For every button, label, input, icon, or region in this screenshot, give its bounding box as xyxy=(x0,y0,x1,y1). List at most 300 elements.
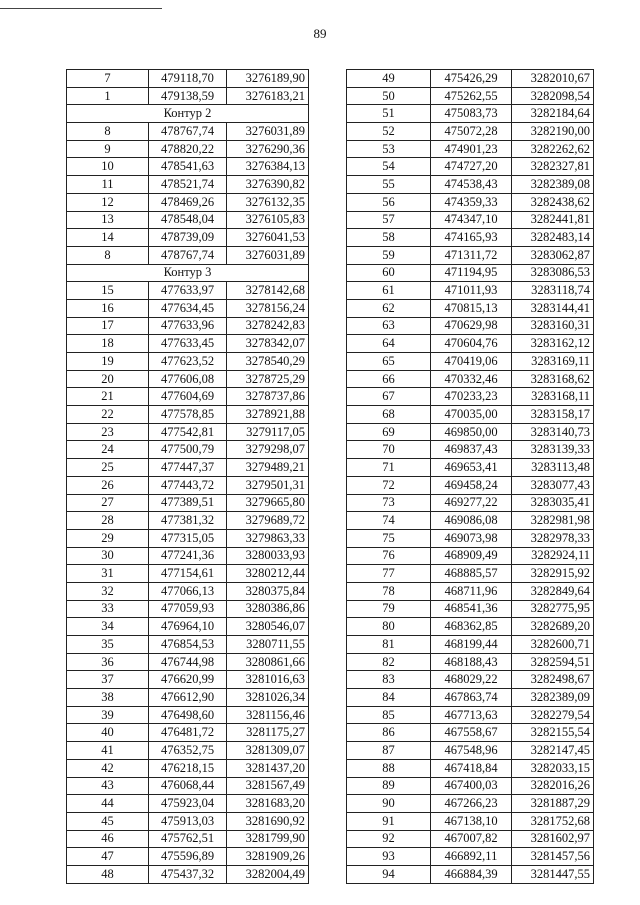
point-number: 72 xyxy=(347,476,431,494)
x-coordinate: 466892,11 xyxy=(431,848,512,866)
table-row xyxy=(347,512,594,530)
point-number: 66 xyxy=(347,370,431,388)
point-number: 26 xyxy=(67,476,149,494)
contour-header-row xyxy=(67,264,309,282)
point-number: 71 xyxy=(347,459,431,477)
table-row xyxy=(67,388,309,406)
table-row xyxy=(347,529,594,547)
table-row xyxy=(67,229,309,247)
table-row xyxy=(67,529,309,547)
y-coordinate: 3282924,11 xyxy=(512,547,594,565)
x-coordinate: 474165,93 xyxy=(431,229,512,247)
point-number: 16 xyxy=(67,299,149,317)
table-row xyxy=(67,406,309,424)
y-coordinate: 3282438,62 xyxy=(512,193,594,211)
table-row xyxy=(67,370,309,388)
x-coordinate: 476854,53 xyxy=(149,636,227,654)
x-coordinate: 468885,57 xyxy=(431,565,512,583)
point-number: 70 xyxy=(347,441,431,459)
y-coordinate: 3283140,73 xyxy=(512,423,594,441)
point-number: 61 xyxy=(347,282,431,300)
x-coordinate: 476744,98 xyxy=(149,653,227,671)
y-coordinate: 3282155,54 xyxy=(512,724,594,742)
table-row xyxy=(347,317,594,335)
point-number: 77 xyxy=(347,565,431,583)
x-coordinate: 479118,70 xyxy=(149,70,227,88)
x-coordinate: 474901,23 xyxy=(431,140,512,158)
point-number: 49 xyxy=(347,70,431,88)
contour-header-row xyxy=(67,105,309,123)
y-coordinate: 3283169,11 xyxy=(512,353,594,371)
point-number: 82 xyxy=(347,653,431,671)
x-coordinate: 469458,24 xyxy=(431,476,512,494)
x-coordinate: 477500,79 xyxy=(149,441,227,459)
x-coordinate: 475762,51 xyxy=(149,830,227,848)
point-number: 31 xyxy=(67,565,149,583)
y-coordinate: 3282327,81 xyxy=(512,158,594,176)
x-coordinate: 471194,95 xyxy=(431,264,512,282)
x-coordinate: 478541,63 xyxy=(149,158,227,176)
y-coordinate: 3282483,14 xyxy=(512,229,594,247)
x-coordinate: 478767,74 xyxy=(149,246,227,264)
x-coordinate: 479138,59 xyxy=(149,87,227,105)
point-number: 36 xyxy=(67,653,149,671)
x-coordinate: 477443,72 xyxy=(149,476,227,494)
table-row xyxy=(67,512,309,530)
point-number: 87 xyxy=(347,742,431,760)
table-row xyxy=(67,70,309,88)
x-coordinate: 478469,26 xyxy=(149,193,227,211)
point-number: 44 xyxy=(67,795,149,813)
y-coordinate: 3283113,48 xyxy=(512,459,594,477)
y-coordinate: 3281437,20 xyxy=(227,759,309,777)
table-row xyxy=(347,600,594,618)
x-coordinate: 478548,04 xyxy=(149,211,227,229)
x-coordinate: 477542,81 xyxy=(149,423,227,441)
table-row xyxy=(67,246,309,264)
x-coordinate: 476218,15 xyxy=(149,759,227,777)
y-coordinate: 3282016,26 xyxy=(512,777,594,795)
table-row xyxy=(67,547,309,565)
point-number: 37 xyxy=(67,671,149,689)
table-row xyxy=(67,795,309,813)
table-row xyxy=(347,689,594,707)
y-coordinate: 3276132,35 xyxy=(227,193,309,211)
x-coordinate: 477633,96 xyxy=(149,317,227,335)
x-coordinate: 477066,13 xyxy=(149,582,227,600)
y-coordinate: 3283160,31 xyxy=(512,317,594,335)
point-number: 28 xyxy=(67,512,149,530)
table-row xyxy=(67,176,309,194)
y-coordinate: 3282184,64 xyxy=(512,105,594,123)
y-coordinate: 3283144,41 xyxy=(512,299,594,317)
x-coordinate: 467138,10 xyxy=(431,812,512,830)
table-row xyxy=(67,848,309,866)
table-row xyxy=(347,865,594,883)
point-number: 10 xyxy=(67,158,149,176)
x-coordinate: 477606,08 xyxy=(149,370,227,388)
point-number: 88 xyxy=(347,759,431,777)
x-coordinate: 470815,13 xyxy=(431,299,512,317)
table-row xyxy=(67,140,309,158)
table-row xyxy=(67,618,309,636)
x-coordinate: 478820,22 xyxy=(149,140,227,158)
y-coordinate: 3276290,36 xyxy=(227,140,309,158)
x-coordinate: 471011,93 xyxy=(431,282,512,300)
table-row xyxy=(347,759,594,777)
x-coordinate: 476498,60 xyxy=(149,706,227,724)
y-coordinate: 3280033,93 xyxy=(227,547,309,565)
x-coordinate: 475426,29 xyxy=(431,70,512,88)
table-row xyxy=(347,724,594,742)
point-number: 50 xyxy=(347,87,431,105)
point-number: 76 xyxy=(347,547,431,565)
point-number: 11 xyxy=(67,176,149,194)
y-coordinate: 3278156,24 xyxy=(227,299,309,317)
point-number: 12 xyxy=(67,193,149,211)
x-coordinate: 468711,96 xyxy=(431,582,512,600)
y-coordinate: 3278142,68 xyxy=(227,282,309,300)
x-coordinate: 476612,90 xyxy=(149,689,227,707)
point-number: 40 xyxy=(67,724,149,742)
y-coordinate: 3283162,12 xyxy=(512,335,594,353)
point-number: 43 xyxy=(67,777,149,795)
point-number: 79 xyxy=(347,600,431,618)
y-coordinate: 3276031,89 xyxy=(227,246,309,264)
table-row xyxy=(347,582,594,600)
y-coordinate: 3281175,27 xyxy=(227,724,309,742)
x-coordinate: 477633,45 xyxy=(149,335,227,353)
point-number: 86 xyxy=(347,724,431,742)
table-row xyxy=(347,618,594,636)
x-coordinate: 466884,39 xyxy=(431,865,512,883)
y-coordinate: 3276189,90 xyxy=(227,70,309,88)
point-number: 27 xyxy=(67,494,149,512)
point-number: 42 xyxy=(67,759,149,777)
table-row xyxy=(347,459,594,477)
table-row xyxy=(67,759,309,777)
y-coordinate: 3282010,67 xyxy=(512,70,594,88)
x-coordinate: 470233,23 xyxy=(431,388,512,406)
point-number: 46 xyxy=(67,830,149,848)
x-coordinate: 477578,85 xyxy=(149,406,227,424)
table-row xyxy=(347,777,594,795)
x-coordinate: 467266,23 xyxy=(431,795,512,813)
point-number: 20 xyxy=(67,370,149,388)
table-row xyxy=(67,777,309,795)
point-number: 84 xyxy=(347,689,431,707)
point-number: 63 xyxy=(347,317,431,335)
x-coordinate: 467713,63 xyxy=(431,706,512,724)
table-row xyxy=(67,689,309,707)
x-coordinate: 471311,72 xyxy=(431,246,512,264)
point-number: 29 xyxy=(67,529,149,547)
x-coordinate: 469850,00 xyxy=(431,423,512,441)
point-number: 53 xyxy=(347,140,431,158)
point-number: 67 xyxy=(347,388,431,406)
y-coordinate: 3282004,49 xyxy=(227,865,309,883)
point-number: 62 xyxy=(347,299,431,317)
table-row xyxy=(67,441,309,459)
y-coordinate: 3282498,67 xyxy=(512,671,594,689)
table-row xyxy=(67,335,309,353)
table-row xyxy=(67,476,309,494)
table-row xyxy=(347,246,594,264)
x-coordinate: 475072,28 xyxy=(431,123,512,141)
y-coordinate: 3282147,45 xyxy=(512,742,594,760)
x-coordinate: 476068,44 xyxy=(149,777,227,795)
point-number: 74 xyxy=(347,512,431,530)
table-row xyxy=(67,87,309,105)
y-coordinate: 3282262,62 xyxy=(512,140,594,158)
x-coordinate: 467007,82 xyxy=(431,830,512,848)
table-row xyxy=(67,158,309,176)
y-coordinate: 3283035,41 xyxy=(512,494,594,512)
y-coordinate: 3276031,89 xyxy=(227,123,309,141)
point-number: 68 xyxy=(347,406,431,424)
contour-label: Контур 2 xyxy=(67,105,309,123)
x-coordinate: 467558,67 xyxy=(431,724,512,742)
y-coordinate: 3281602,97 xyxy=(512,830,594,848)
table-row xyxy=(347,848,594,866)
table-row xyxy=(67,671,309,689)
table-row xyxy=(347,87,594,105)
table-row xyxy=(67,724,309,742)
point-number: 22 xyxy=(67,406,149,424)
point-number: 73 xyxy=(347,494,431,512)
table-row xyxy=(347,388,594,406)
point-number: 81 xyxy=(347,636,431,654)
point-number: 33 xyxy=(67,600,149,618)
point-number: 17 xyxy=(67,317,149,335)
point-number: 25 xyxy=(67,459,149,477)
y-coordinate: 3282915,92 xyxy=(512,565,594,583)
table-row xyxy=(347,70,594,88)
table-row xyxy=(347,706,594,724)
point-number: 80 xyxy=(347,618,431,636)
table-row xyxy=(347,140,594,158)
point-number: 48 xyxy=(67,865,149,883)
point-number: 69 xyxy=(347,423,431,441)
coordinates-table-right xyxy=(346,69,594,884)
y-coordinate: 3283086,53 xyxy=(512,264,594,282)
table-row xyxy=(347,423,594,441)
table-row xyxy=(347,105,594,123)
y-coordinate: 3283168,11 xyxy=(512,388,594,406)
point-number: 8 xyxy=(67,123,149,141)
x-coordinate: 478521,74 xyxy=(149,176,227,194)
y-coordinate: 3280375,84 xyxy=(227,582,309,600)
x-coordinate: 468541,36 xyxy=(431,600,512,618)
point-number: 55 xyxy=(347,176,431,194)
y-coordinate: 3282033,15 xyxy=(512,759,594,777)
y-coordinate: 3281799,90 xyxy=(227,830,309,848)
table-row xyxy=(67,865,309,883)
point-number: 51 xyxy=(347,105,431,123)
y-coordinate: 3282849,64 xyxy=(512,582,594,600)
y-coordinate: 3276384,13 xyxy=(227,158,309,176)
y-coordinate: 3280546,07 xyxy=(227,618,309,636)
table-row xyxy=(67,494,309,512)
point-number: 60 xyxy=(347,264,431,282)
y-coordinate: 3282279,54 xyxy=(512,706,594,724)
point-number: 21 xyxy=(67,388,149,406)
point-number: 85 xyxy=(347,706,431,724)
y-coordinate: 3279863,33 xyxy=(227,529,309,547)
table-row xyxy=(67,123,309,141)
table-row xyxy=(67,582,309,600)
y-coordinate: 3279489,21 xyxy=(227,459,309,477)
y-coordinate: 3281567,49 xyxy=(227,777,309,795)
y-coordinate: 3283118,74 xyxy=(512,282,594,300)
table-row xyxy=(347,476,594,494)
point-number: 30 xyxy=(67,547,149,565)
y-coordinate: 3278737,86 xyxy=(227,388,309,406)
y-coordinate: 3281309,07 xyxy=(227,742,309,760)
table-row xyxy=(347,264,594,282)
y-coordinate: 3282775,95 xyxy=(512,600,594,618)
point-number: 45 xyxy=(67,812,149,830)
point-number: 89 xyxy=(347,777,431,795)
table-row xyxy=(347,370,594,388)
y-coordinate: 3281683,20 xyxy=(227,795,309,813)
point-number: 83 xyxy=(347,671,431,689)
top-rule xyxy=(0,8,162,9)
point-number: 7 xyxy=(67,70,149,88)
x-coordinate: 469277,22 xyxy=(431,494,512,512)
point-number: 90 xyxy=(347,795,431,813)
y-coordinate: 3278342,07 xyxy=(227,335,309,353)
table-row xyxy=(67,299,309,317)
x-coordinate: 477389,51 xyxy=(149,494,227,512)
table-row xyxy=(347,494,594,512)
point-number: 1 xyxy=(67,87,149,105)
point-number: 13 xyxy=(67,211,149,229)
y-coordinate: 3276105,83 xyxy=(227,211,309,229)
x-coordinate: 468362,85 xyxy=(431,618,512,636)
point-number: 41 xyxy=(67,742,149,760)
y-coordinate: 3279117,05 xyxy=(227,423,309,441)
x-coordinate: 475083,73 xyxy=(431,105,512,123)
y-coordinate: 3276390,82 xyxy=(227,176,309,194)
x-coordinate: 470332,46 xyxy=(431,370,512,388)
y-coordinate: 3281887,29 xyxy=(512,795,594,813)
table-row xyxy=(67,830,309,848)
point-number: 23 xyxy=(67,423,149,441)
y-coordinate: 3282098,54 xyxy=(512,87,594,105)
point-number: 35 xyxy=(67,636,149,654)
table-row xyxy=(347,830,594,848)
y-coordinate: 3276183,21 xyxy=(227,87,309,105)
point-number: 75 xyxy=(347,529,431,547)
x-coordinate: 470604,76 xyxy=(431,335,512,353)
point-number: 34 xyxy=(67,618,149,636)
y-coordinate: 3282594,51 xyxy=(512,653,594,671)
x-coordinate: 478767,74 xyxy=(149,123,227,141)
x-coordinate: 469086,08 xyxy=(431,512,512,530)
y-coordinate: 3283158,17 xyxy=(512,406,594,424)
point-number: 93 xyxy=(347,848,431,866)
point-number: 39 xyxy=(67,706,149,724)
x-coordinate: 474727,20 xyxy=(431,158,512,176)
point-number: 24 xyxy=(67,441,149,459)
point-number: 47 xyxy=(67,848,149,866)
y-coordinate: 3279501,31 xyxy=(227,476,309,494)
y-coordinate: 3279665,80 xyxy=(227,494,309,512)
table-row xyxy=(347,299,594,317)
y-coordinate: 3280861,66 xyxy=(227,653,309,671)
x-coordinate: 476352,75 xyxy=(149,742,227,760)
point-number: 18 xyxy=(67,335,149,353)
table-row xyxy=(347,547,594,565)
x-coordinate: 468029,22 xyxy=(431,671,512,689)
x-coordinate: 468188,43 xyxy=(431,653,512,671)
coordinates-table-left xyxy=(66,69,309,884)
x-coordinate: 468199,44 xyxy=(431,636,512,654)
table-row xyxy=(347,353,594,371)
x-coordinate: 477154,61 xyxy=(149,565,227,583)
table-row xyxy=(347,335,594,353)
y-coordinate: 3281457,56 xyxy=(512,848,594,866)
table-row xyxy=(347,406,594,424)
x-coordinate: 476620,99 xyxy=(149,671,227,689)
y-coordinate: 3281156,46 xyxy=(227,706,309,724)
x-coordinate: 467418,84 xyxy=(431,759,512,777)
table-row xyxy=(347,636,594,654)
x-coordinate: 477447,37 xyxy=(149,459,227,477)
point-number: 94 xyxy=(347,865,431,883)
x-coordinate: 474538,43 xyxy=(431,176,512,194)
y-coordinate: 3283139,33 xyxy=(512,441,594,459)
table-row xyxy=(67,636,309,654)
x-coordinate: 467400,03 xyxy=(431,777,512,795)
point-number: 19 xyxy=(67,353,149,371)
x-coordinate: 474347,10 xyxy=(431,211,512,229)
table-row xyxy=(347,123,594,141)
point-number: 78 xyxy=(347,582,431,600)
table-row xyxy=(347,158,594,176)
table-row xyxy=(67,653,309,671)
y-coordinate: 3276041,53 xyxy=(227,229,309,247)
table-row xyxy=(67,459,309,477)
x-coordinate: 475437,32 xyxy=(149,865,227,883)
point-number: 8 xyxy=(67,246,149,264)
y-coordinate: 3281909,26 xyxy=(227,848,309,866)
table-row xyxy=(347,282,594,300)
contour-label: Контур 3 xyxy=(67,264,309,282)
table-row xyxy=(347,193,594,211)
table-row xyxy=(347,671,594,689)
y-coordinate: 3281016,63 xyxy=(227,671,309,689)
x-coordinate: 476481,72 xyxy=(149,724,227,742)
x-coordinate: 474359,33 xyxy=(431,193,512,211)
y-coordinate: 3282981,98 xyxy=(512,512,594,530)
y-coordinate: 3278540,29 xyxy=(227,353,309,371)
point-number: 9 xyxy=(67,140,149,158)
point-number: 14 xyxy=(67,229,149,247)
y-coordinate: 3283077,43 xyxy=(512,476,594,494)
y-coordinate: 3281447,55 xyxy=(512,865,594,883)
y-coordinate: 3278921,88 xyxy=(227,406,309,424)
x-coordinate: 469073,98 xyxy=(431,529,512,547)
point-number: 54 xyxy=(347,158,431,176)
x-coordinate: 467548,96 xyxy=(431,742,512,760)
point-number: 91 xyxy=(347,812,431,830)
y-coordinate: 3282600,71 xyxy=(512,636,594,654)
y-coordinate: 3279689,72 xyxy=(227,512,309,530)
y-coordinate: 3282978,33 xyxy=(512,529,594,547)
x-coordinate: 470419,06 xyxy=(431,353,512,371)
